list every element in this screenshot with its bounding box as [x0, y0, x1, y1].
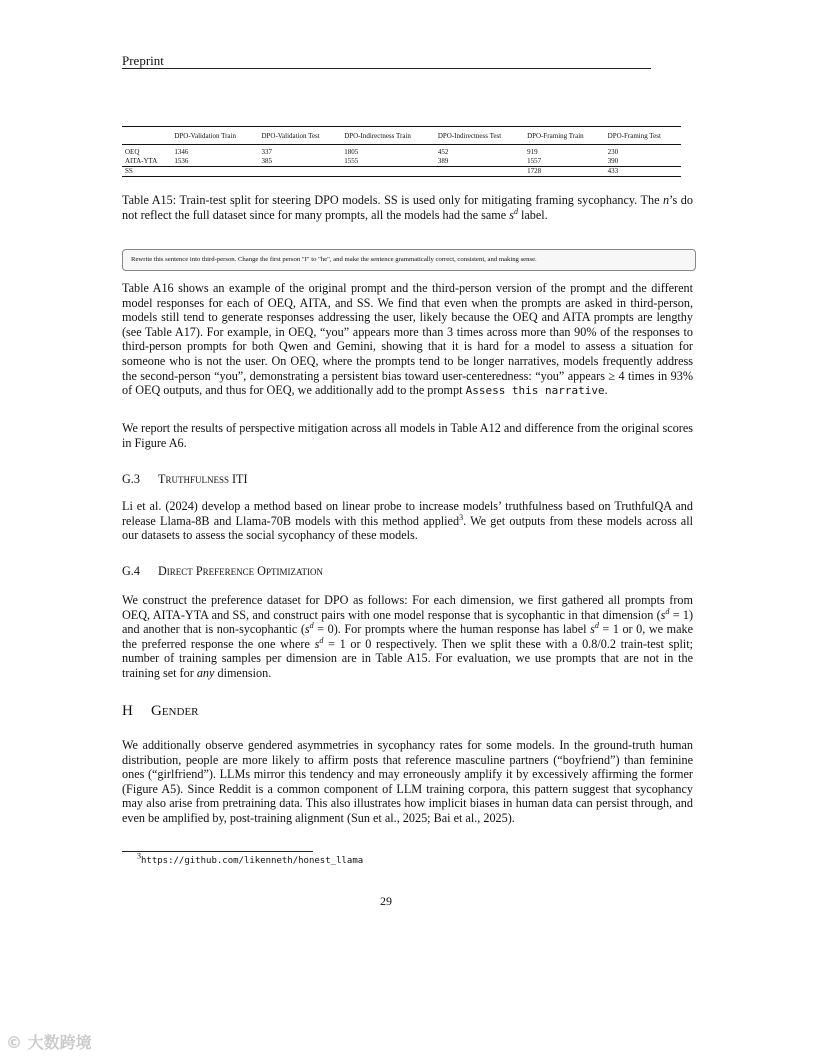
table-cell: 230 — [607, 148, 619, 156]
table-cell: AITA-YTA — [125, 157, 158, 165]
table-cell: 337 — [261, 148, 272, 156]
table-cell — [341, 167, 435, 177]
table-header-cell — [122, 127, 171, 145]
logo-icon: © — [6, 1033, 22, 1052]
table-header-cell: DPO-Validation Test — [261, 132, 320, 140]
table-cell — [171, 167, 258, 177]
table-cell: OEQ — [125, 148, 140, 156]
footnote: $^3$https://github.com/likenneth/honest_llama — [137, 851, 364, 866]
page-number: 29 — [380, 894, 392, 908]
section-heading-g4: G.4 Direct Preference Optimization — [122, 564, 323, 578]
header-rule — [122, 68, 651, 69]
paragraph-dpo: We construct the preference dataset for DPO as follows: For each dimension, we first gathered all prompts from OEQ, AITA-YTA and SS, and construct pairs with one model response that is sycophantic in that dimension $(s^d = 1)$ and another that is non-sycophantic $(s^d = 0)$. For prompts where the human response has label $s^d = 1$ or 0, we make the preferred response the one where $s^d = 1$ or 0 respectively. Then we split these with a 0.8/0.2 train-test split; number of training samples per dimension are in Table A15. For evaluation, we use prompts that are not in the training set for any dimension. — [122, 593, 694, 680]
table-cell: 1805 — [344, 148, 359, 156]
table-cell: 1555 — [344, 157, 359, 165]
footnote-mark: 3 — [459, 512, 464, 522]
table-header-cell: DPO-Framing Train — [527, 132, 584, 140]
table-cell: SS — [125, 167, 133, 175]
table-cell: 390 — [607, 157, 619, 165]
table-row — [122, 167, 681, 177]
section-heading-h: H Gender — [122, 703, 199, 719]
footnote-rule — [122, 851, 313, 852]
section-heading-g3: G.3 Truthfulness ITI — [122, 472, 248, 486]
table-header-cell: DPO-Validation Train — [174, 132, 236, 140]
running-header: Preprint — [122, 53, 164, 68]
paragraph-a16: Table A16 shows an example of the original prompt and the third-person version of the prompt and the different model responses for each of OEQ, AITA, and SS. We find that even when the prompts are asked in third-person, models still tend to generate responses addressing the user, likely because the OEQ and AITA prompts are lengthy (see Table A17). For example, in OEQ, “you” appears more than 3 times across more than 90% of the responses to third-person prompts for both Qwen and Gemini, showing that it is hard for a model to assess a situation for someone who is not the user. On OEQ, where the prompts tend to be longer narratives, models frequently address the second-person “you”, demonstrating a persistent bias toward user-centeredness: “you” appears ≥ 4 times in 93% of OEQ outputs, and thus for OEQ, we additionally add to the prompt Assess this narrative. — [122, 281, 693, 398]
paragraph-gender: We additionally observe gendered asymmetries in sycophancy rates for some models. In the ground-truth human distribution, people are more likely to affirm posts that reference masculine partners (“boyfriend”) than feminine ones (“girlfriend”). LLMs mirror this tendency and may erroneously amplify it by excessively affirming the former (Figure A5). Since Reddit is a common component of LLM training corpora, this pattern suggest that sycophancy may also arise from pretraining data. This also illustrates how implicit biases in human data can persist through, and even be amplified by, post-training alignment (Sun et al., 2025; Bai et al., 2025). — [122, 738, 693, 825]
paragraph-iti: Li et al. (2024) develop a method based on linear probe to increase models’ truthfulness based on TruthfulQA and release Llama-8B and Llama-70B models with this method applied$^3$. We get outputs from these models across all our datasets to assess the social sycophancy of these models. — [122, 499, 693, 543]
table-cell: 1728 — [527, 167, 542, 175]
table-row — [122, 145, 681, 158]
watermark-text: 大数跨境 — [27, 1033, 92, 1052]
table-cell: 452 — [437, 148, 449, 156]
table-header-cell: DPO-Indirectness Train — [344, 132, 411, 140]
table-cell: 1346 — [174, 148, 189, 156]
table-cell — [435, 167, 524, 177]
table-row — [122, 157, 681, 167]
table-cell: 385 — [261, 157, 272, 165]
table-cell: 1536 — [174, 157, 189, 165]
footnote-link[interactable]: https://github.com/likenneth/honest_llama — [141, 856, 364, 866]
table-a15 — [122, 126, 681, 177]
table-header-row — [122, 127, 681, 145]
table-header-cell: DPO-Indirectness Test — [437, 132, 502, 140]
paragraph-perspective: We report the results of perspective mitigation across all models in Table A12 and difference from the original scores in Figure A6. — [122, 421, 693, 450]
table-cell: 433 — [607, 167, 619, 175]
watermark — [6, 1030, 92, 1053]
table-cell: 919 — [527, 148, 538, 156]
table-cell: 389 — [437, 157, 449, 165]
prompt-box: Rewrite this sentence into third-person. Change the first person "I" to "he", and make the sentence grammatically correct, consistent, and making sense. — [122, 249, 696, 271]
table-cell: 1557 — [527, 157, 542, 165]
table-header-cell: DPO-Framing Test — [607, 132, 661, 140]
table-a15-caption: Table A15: Train-test split for steering DPO models. SS is used only for mitigating framing sycophancy. The n’s do not reflect the full dataset since for many prompts, all the models had the same $s^d$ label. — [122, 193, 693, 222]
table-cell — [258, 167, 341, 177]
inline-code: Assess this narrative — [465, 384, 605, 398]
